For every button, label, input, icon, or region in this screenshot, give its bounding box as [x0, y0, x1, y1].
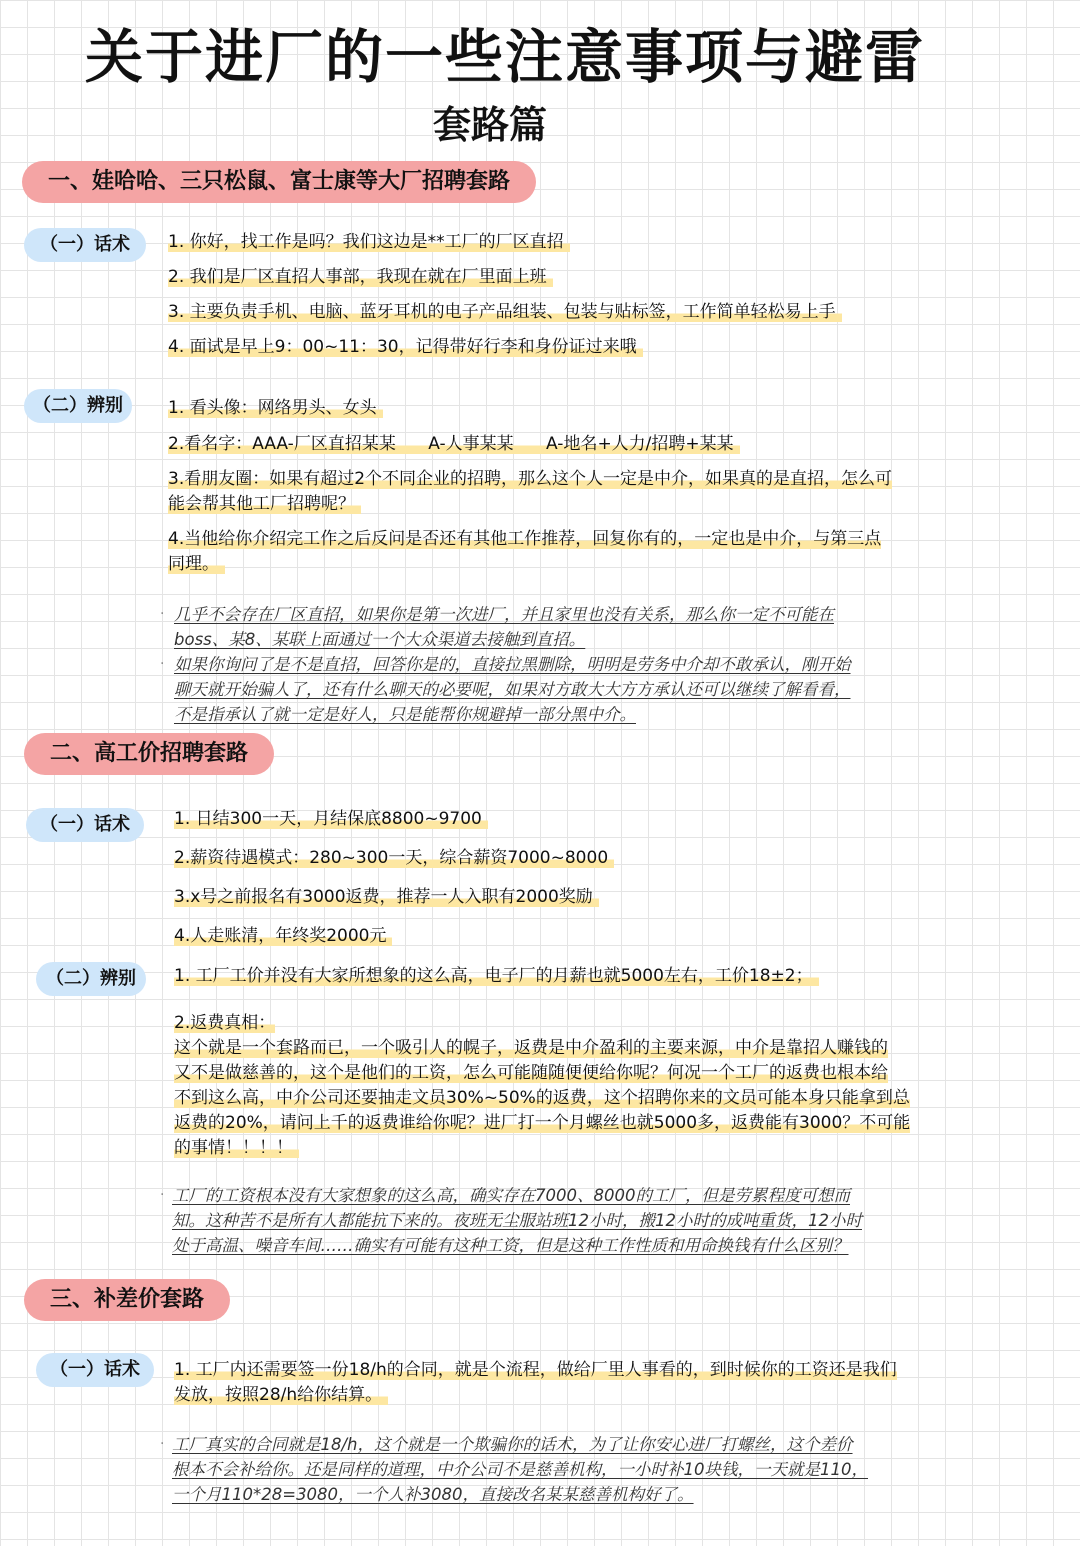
section-1-identify-item: 2.看名字：AAA-厂区直招某某 A-人事某某 A-地名+人力/招聘+某某	[168, 432, 740, 457]
section-2-talk-item: 2.薪资待遇模式：280~300一天，综合薪资7000~8000	[174, 846, 614, 871]
section-1-talk-item: 1. 你好，找工作是吗？我们这边是**工厂的厂区直招	[168, 230, 570, 255]
section-3-talk-label: （一）话术	[36, 1353, 154, 1387]
section-2-identify-label: （二）辨别	[36, 962, 146, 996]
note-bullet: ·	[160, 606, 165, 622]
note-bullet: ·	[160, 656, 165, 672]
section-3-talk-item: 1. 工厂内还需要签一份18/h的合同，就是个流程，做给厂里人事看的，到时候你的工资还是我们 发放，按照28/h给你结算。	[174, 1360, 897, 1405]
section-1-talk-item: 3. 主要负责手机、电脑、蓝牙耳机的电子产品组装、包装与贴标签，工作简单轻松易上手	[168, 300, 842, 325]
page-subtitle: 套路篇	[432, 103, 547, 147]
note-bullet: ·	[160, 1436, 165, 1452]
section-2-talk-item: 4.人走账清，年终奖2000元	[174, 924, 392, 949]
section-1-heading: 一、娃哈哈、三只松鼠、富士康等大厂招聘套路	[22, 161, 536, 203]
section-1-identify-item: 1. 看头像：网络男头、女头	[168, 396, 383, 421]
section-1-identify-label: （二）辨别	[24, 389, 132, 423]
section-2-heading: 二、高工价招聘套路	[24, 733, 274, 775]
section-1-identify-item: 3.看朋友圈：如果有超过2个不同企业的招聘，那么这个人一定是中介，如果真的是直招，怎么可 能会帮其他工厂招聘呢？	[168, 469, 893, 514]
section-2-note: 工厂的工资根本没有大家想象的这么高，确实存在7000、8000的工厂，但是劳累程度可想而 知。这种苦不是所有人都能抗下来的。夜班无尘服站班12小时，搬12小时的成吨重货，12小时 处于高温、噪音车间……确实有可能有这种工资，但是这种工作性质和用命换钱有什么区别？	[172, 1186, 862, 1255]
section-2-identify-item: 2.返费真相： 这个就是一个套路而已，一个吸引人的幌子，返费是中介盈利的主要来源，中介是靠招人赚钱的 又不是做慈善的，这个是他们的工资，怎么可能随随便便给你呢？何况一个工厂的返费也根本给 不到这么高，中介公司还要抽走文员30%~50%的返费，这个招聘你来的文员可能本身只能拿到总 返费的20%，请问上千的返费谁给你呢？进厂打一个月螺丝也就5000多，返费能有3000？不可能 的事情！！！！	[174, 1013, 911, 1158]
page-title: 关于进厂的一些注意事项与避雷	[84, 23, 925, 91]
section-1-talk-label: （一）话术	[24, 228, 146, 262]
section-1-talk-item: 2. 我们是厂区直招人事部，我现在就在厂里面上班	[168, 265, 553, 290]
section-3-heading: 三、补差价套路	[24, 1279, 230, 1321]
section-1-talk-item: 4. 面试是早上9：00~11：30，记得带好行李和身份证过来哦	[168, 335, 643, 360]
note-bullet: ·	[160, 1187, 165, 1203]
section-2-talk-label: （一）话术	[26, 808, 144, 842]
section-1-note: 几乎不会存在厂区直招，如果你是第一次进厂，并且家里也没有关系，那么你一定不可能在 boss、某8、某联上面通过一个大众渠道去接触到直招。	[174, 605, 834, 649]
section-3-note: 工厂真实的合同就是18/h，这个就是一个欺骗你的话术，为了让你安心进厂打螺丝，这个差价 根本不会补给你。还是同样的道理，中介公司不是慈善机构，一小时补10块钱，一天就是110， 一个月110*28=3080，一个人补3080，直接改名某某慈善机构好了。	[172, 1435, 868, 1504]
section-2-talk-item: 3.x号之前报名有3000返费，推荐一人入职有2000奖励	[174, 885, 599, 910]
section-2-talk-item: 1. 日结300一天，月结保底8800~9700	[174, 807, 488, 832]
section-2-identify-item: 1. 工厂工价并没有大家所想象的这么高，电子厂的月薪也就5000左右，工价18±2；	[174, 964, 819, 989]
section-1-note: 如果你询问了是不是直招，回答你是的，直接拉黑删除，明明是劳务中介却不敢承认，刚开始 聊天就开始骗人了，还有什么聊天的必要呢，如果对方敢大大方方承认还可以继续了解看看， 不是指承认了就一定是好人，只是能帮你规避掉一部分黑中介。	[174, 655, 851, 724]
section-1-identify-item: 4.当他给你介绍完工作之后反问是否还有其他工作推荐，回复你有的，一定也是中介，与第三点 同理。	[168, 529, 882, 574]
